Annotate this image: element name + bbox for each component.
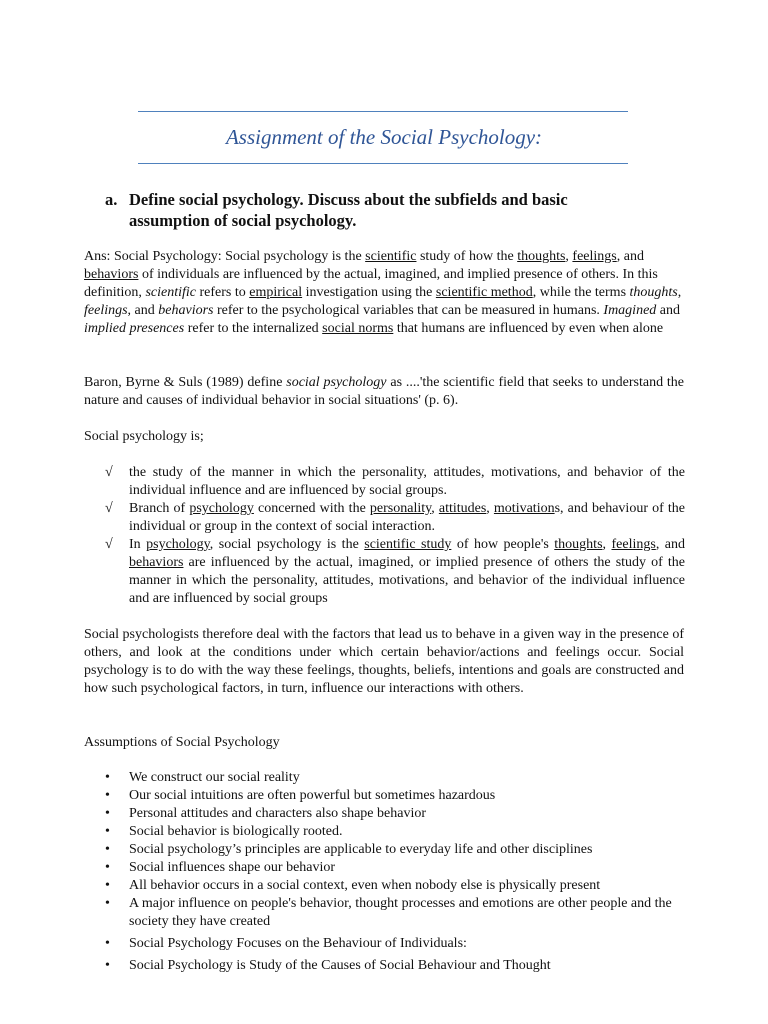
page-title: Assignment of the Social Psychology: <box>225 125 543 149</box>
title-bottom-rule <box>138 163 628 164</box>
assumption-text: Personal attitudes and characters also shape behavior <box>129 806 427 821</box>
link-behaviors[interactable]: behaviors <box>129 555 184 570</box>
assumption-item <box>105 935 685 953</box>
link-empirical[interactable]: empirical <box>249 285 303 300</box>
bullet-icon: • <box>105 788 110 803</box>
assumption-item <box>105 957 685 975</box>
assumption-text: Social behavior is biologically rooted. <box>129 824 343 839</box>
link-scientific-study[interactable]: scientific study <box>364 537 452 552</box>
assumption-text: We construct our social reality <box>129 770 300 785</box>
link-personality[interactable]: personality <box>369 501 432 516</box>
assumption-text: Social psychology’s principles are applicable to everyday life and other disciplines <box>129 842 593 857</box>
assumption-item <box>105 841 685 859</box>
assumption-text: Our social intuitions are often powerful but sometimes hazardous <box>129 788 496 803</box>
answer-paragraph-definition: Ans: Social Psychology: Social psychology is the scientific study of how the thoughts, feelings, and behaviors of individuals are influenced by the actual, imagined, and implied presence of others. In this definition, scientific refers to empirical investigation using the scientific method, while the terms thoughts, feelings, and behaviors refer to the psychological variables that can be measured in humans. Imagined and implied presences refer to the internalized social norms that humans are influenced by even when alone <box>84 249 682 336</box>
link-scientific[interactable]: scientific <box>365 249 417 264</box>
assumption-text: Social Psychology Focuses on the Behaviour of Individuals: <box>129 936 467 951</box>
checkmark-icon: √ <box>105 465 113 480</box>
link-psychology[interactable]: psychology <box>146 537 210 552</box>
link-thoughts[interactable]: thoughts <box>517 249 566 264</box>
assumption-item <box>105 787 685 805</box>
link-psychology[interactable]: psychology <box>189 501 254 516</box>
checklist-item: √ the study of the manner in which the personality, attitudes, motivations, and behavior of the individual influence and are influenced by social groups. <box>105 465 685 498</box>
bullet-icon: • <box>105 770 110 785</box>
assumption-item <box>105 877 685 895</box>
assumptions-heading: Assumptions of Social Psychology <box>84 735 280 750</box>
link-motivation[interactable]: motivation <box>493 501 555 516</box>
answer-paragraph-social-psychology-is: Social psychology is; <box>84 429 204 444</box>
link-scientific-method[interactable]: scientific method <box>435 285 533 300</box>
link-feelings[interactable]: feelings <box>611 537 656 552</box>
checklist-item: √ In psychology, social psychology is the scientific study of how people's thoughts, feelings, and behaviors are influenced by the actual, imagined, or implied presence of others the study of the manner in which the personality, attitudes, motivations, and behavior of the individual influence and are influenced by social groups <box>105 537 686 606</box>
bullet-icon: • <box>105 824 110 839</box>
bullet-icon: • <box>105 958 110 973</box>
assumptions-list <box>105 769 685 975</box>
assumption-item <box>105 823 685 841</box>
bullet-icon: • <box>105 936 110 951</box>
answer-paragraph-social-psychologists: Social psychologists therefore deal with the factors that lead us to behave in a given way in the presence of others, and look at the conditions under which certain behavior/actions and feelings occur. Social psychology is to do with the way these feelings, thoughts, beliefs, intentions and goals are constructed and how such psychological factors, in turn, influence our interactions with others. <box>84 627 684 696</box>
link-behaviors[interactable]: behaviors <box>84 267 139 282</box>
assumption-text: A major influence on people's behavior, thought processes and emotions are other people and the society they have created <box>129 896 672 929</box>
assumption-text: All behavior occurs in a social context, even when nobody else is physically present <box>129 878 601 893</box>
question-letter: a. <box>105 190 118 209</box>
bullet-icon: • <box>105 878 110 893</box>
checkmark-icon: √ <box>105 501 113 516</box>
bullet-icon: • <box>105 860 110 875</box>
assumption-item <box>105 769 685 787</box>
bullet-icon: • <box>105 896 110 911</box>
bullet-icon: • <box>105 842 110 857</box>
question-heading <box>105 189 625 231</box>
checklist-item: √ Branch of psychology concerned with the personality, attitudes, motivations, and behaviour of the individual or group in the context of social interaction. <box>105 501 685 534</box>
assumption-item <box>105 859 685 877</box>
definition-checklist <box>105 464 685 608</box>
assumption-text: Social Psychology is Study of the Causes of Social Behaviour and Thought <box>129 958 551 973</box>
question-text: Define social psychology. Discuss about the subfields and basic assumption of social psychology. <box>129 190 568 230</box>
checkmark-icon: √ <box>105 537 113 552</box>
bullet-icon: • <box>105 806 110 821</box>
link-feelings[interactable]: feelings <box>572 249 617 264</box>
link-social-norms[interactable]: social norms <box>322 321 394 336</box>
assumption-item <box>105 895 685 931</box>
assumption-text: Social influences shape our behavior <box>129 860 336 875</box>
answer-paragraph-baron: Baron, Byrne & Suls (1989) define social psychology as ....'the scientific field that seeks to understand the nature and causes of individual behavior in social situations' (p. 6). <box>84 375 685 408</box>
title-top-rule <box>138 111 628 112</box>
assumption-item <box>105 805 685 823</box>
link-thoughts[interactable]: thoughts <box>554 537 603 552</box>
link-attitudes[interactable]: attitudes <box>438 501 487 516</box>
